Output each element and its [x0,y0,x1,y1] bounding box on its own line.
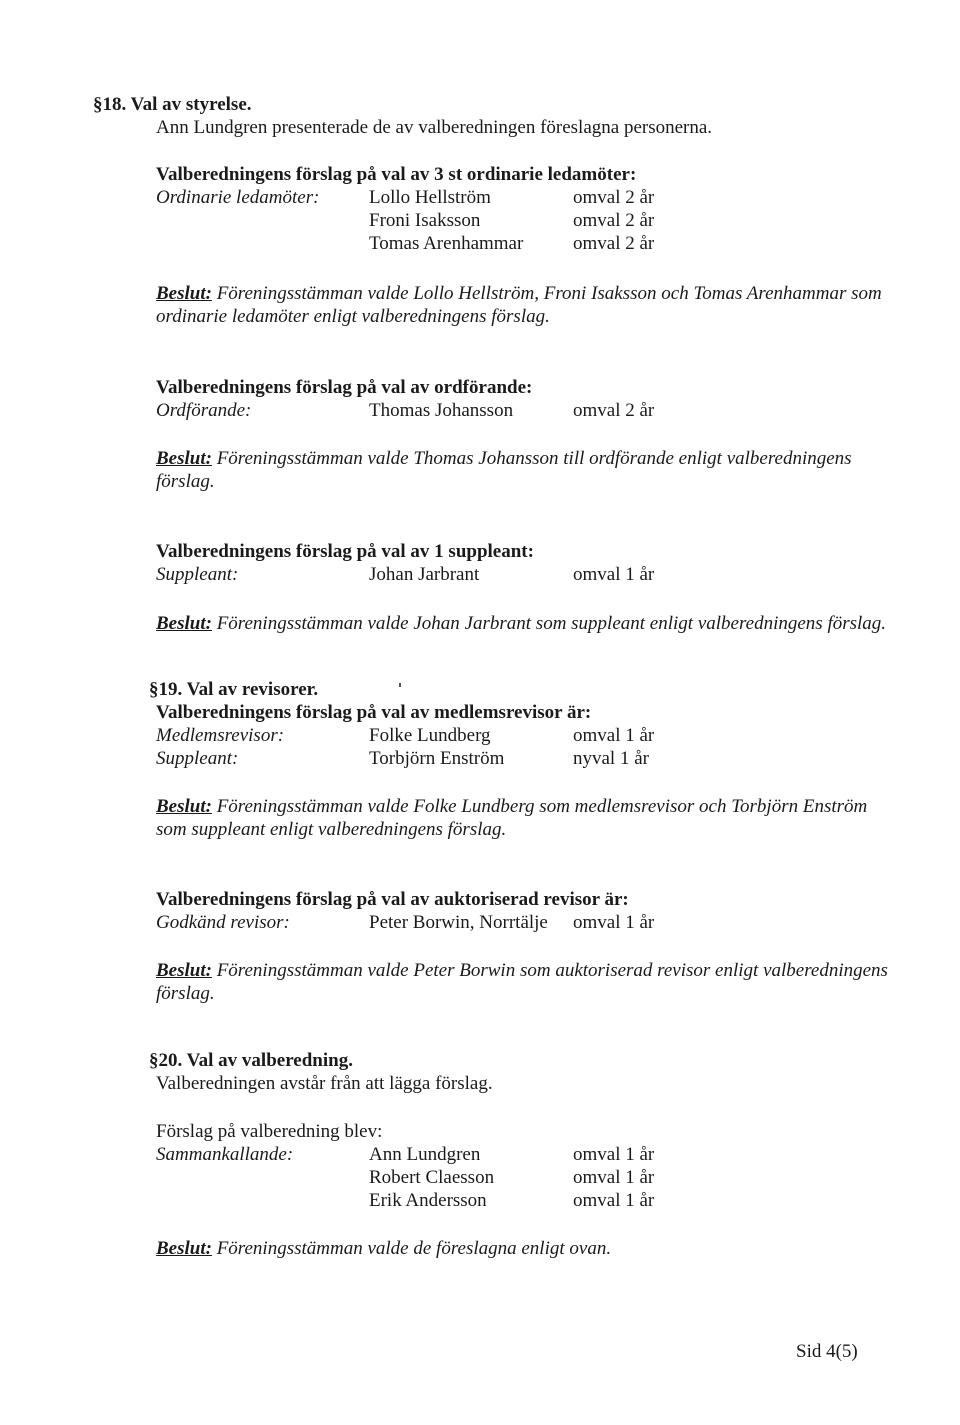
decision-text: Föreningsstämman valde Johan Jarbrant som suppleant enligt valberedningens förslag. [216,613,887,634]
decision-text: Föreningsstämman valde de föreslagna enligt ovan. [216,1238,612,1259]
nomination-decision [156,1237,611,1260]
section-19-heading: §19. Val av revisorer. [149,679,319,700]
board-proposal-heading: Valberedningens förslag på val av 3 st ordinarie ledamöter: [156,164,637,185]
nomination-proposal-heading: Förslag på valberedning blev: [156,1121,383,1142]
board-decision [156,282,882,305]
decision-label: Beslut: [156,613,212,634]
auditor-decision-cont: som suppleant enligt valberedningens förslag. [156,819,507,840]
auditor-deputy-term: nyval 1 år [573,748,649,769]
chair-decision-cont: förslag. [156,471,215,492]
convener-role-label: Sammankallande: [156,1144,294,1165]
deputy-role-label: Suppleant: [156,564,239,585]
board-member-term: omval 2 år [573,187,655,208]
board-decision-cont: ordinarie ledamöter enligt valberedningens förslag. [156,306,550,327]
board-member-name: Lollo Hellström [369,187,491,208]
section-20-heading: §20. Val av valberedning. [149,1050,353,1071]
chair-name: Thomas Johansson [369,400,514,421]
board-member-term: omval 2 år [573,210,655,231]
decision-text: Föreningsstämman valde Thomas Johansson till ordförande enligt valberedningens [216,448,852,469]
nomination-member-term: omval 1 år [573,1144,655,1165]
deputy-term: omval 1 år [573,564,655,585]
decision-label: Beslut: [156,1238,212,1259]
authorized-auditor-decision-cont: förslag. [156,983,215,1004]
board-member-name: Froni Isaksson [369,210,481,231]
chair-role-label: Ordförande: [156,400,252,421]
decision-label: Beslut: [156,448,212,469]
decision-text: Föreningsstämman valde Lollo Hellström, Froni Isaksson och Tomas Arenhammar som [216,283,882,304]
stray-mark [399,683,401,687]
deputy-proposal-heading: Valberedningens förslag på val av 1 suppleant: [156,541,534,562]
authorized-auditor-decision [156,959,888,982]
board-member-term: omval 2 år [573,233,655,254]
decision-text: Föreningsstämman valde Folke Lundberg som medlemsrevisor och Torbjörn Enström [216,796,868,817]
decision-text: Föreningsstämman valde Peter Borwin som auktoriserad revisor enligt valberedningens [216,960,888,981]
auditor-deputy-name: Torbjörn Enström [369,748,505,769]
page-number: Sid 4(5) [796,1341,858,1362]
section-18-heading: §18. Val av styrelse. [93,94,252,115]
deputy-decision [156,612,886,635]
nomination-member-name: Erik Andersson [369,1190,487,1211]
deputy-name: Johan Jarbrant [369,564,480,585]
auditor-decision [156,795,867,818]
decision-label: Beslut: [156,283,212,304]
section-20-intro: Valberedningen avstår från att lägga förslag. [156,1073,493,1094]
board-member-name: Tomas Arenhammar [369,233,524,254]
nomination-member-term: omval 1 år [573,1167,655,1188]
authorized-auditor-role-label: Godkänd revisor: [156,912,290,933]
chair-term: omval 2 år [573,400,655,421]
authorized-auditor-name: Peter Borwin, Norrtälje [369,912,548,933]
auditor-term: omval 1 år [573,725,655,746]
chair-proposal-heading: Valberedningens förslag på val av ordförande: [156,377,533,398]
board-role-label: Ordinarie ledamöter: [156,187,320,208]
auditor-role-label: Medlemsrevisor: [156,725,285,746]
decision-label: Beslut: [156,796,212,817]
nomination-member-name: Robert Claesson [369,1167,495,1188]
authorized-auditor-heading: Valberedningens förslag på val av auktoriserad revisor är: [156,889,629,910]
auditor-deputy-role-label: Suppleant: [156,748,239,769]
auditor-name: Folke Lundberg [369,725,491,746]
nomination-member-name: Ann Lundgren [369,1144,481,1165]
section-18-intro: Ann Lundgren presenterade de av valberedningen föreslagna personerna. [156,117,713,138]
nomination-member-term: omval 1 år [573,1190,655,1211]
decision-label: Beslut: [156,960,212,981]
member-auditor-heading: Valberedningens förslag på val av medlemsrevisor är: [156,702,592,723]
chair-decision [156,447,852,470]
authorized-auditor-term: omval 1 år [573,912,655,933]
